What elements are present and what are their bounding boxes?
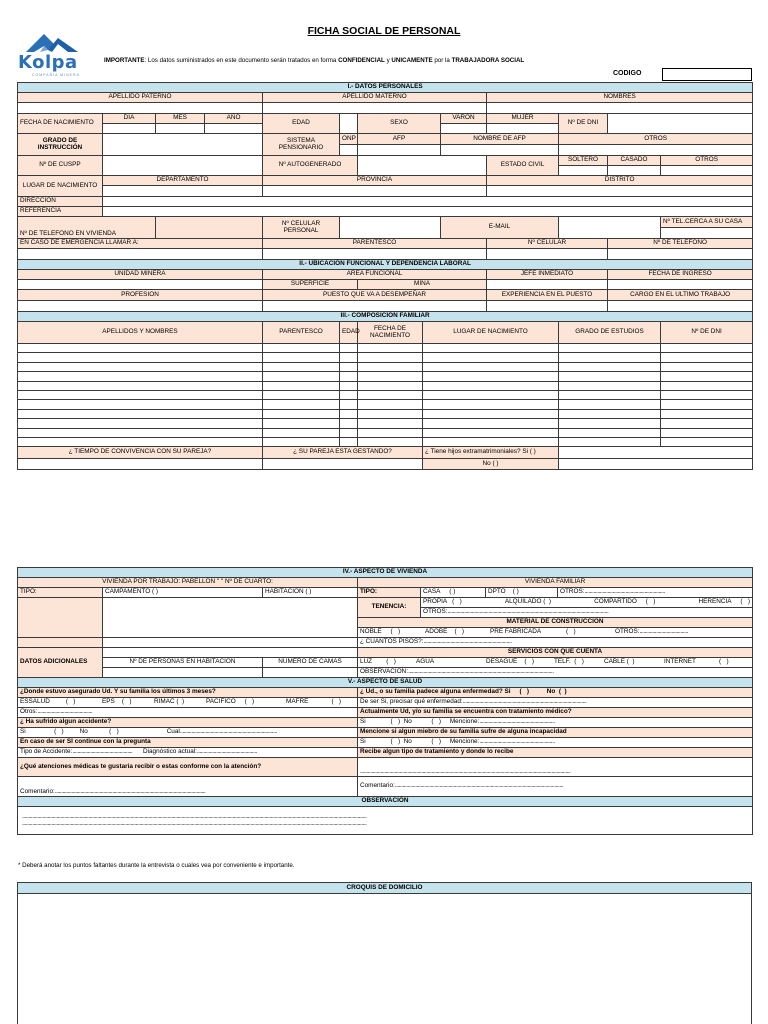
celular-personal-field[interactable] <box>340 217 441 239</box>
family-apellidos-nombres-cell[interactable] <box>18 409 263 418</box>
family-apellidos-nombres-cell[interactable] <box>18 372 263 381</box>
family-parentesco-cell[interactable] <box>263 362 340 371</box>
personas-habitacion-field[interactable] <box>103 668 263 678</box>
label-apellido-paterno: APELLIDO PATERNO <box>18 93 263 103</box>
provincia-field[interactable] <box>263 186 487 197</box>
label-edad: EDAD <box>263 114 340 134</box>
family-dni-cell[interactable] <box>661 353 753 362</box>
label-edad-familia: EDAD <box>340 322 358 344</box>
family-edad-cell[interactable] <box>340 372 358 381</box>
direccion-field[interactable] <box>103 197 753 207</box>
family-dni-cell[interactable] <box>661 409 753 418</box>
section-title-croquis: CROQUIS DE DOMICILIO <box>18 883 751 894</box>
nombres-field[interactable] <box>487 103 753 114</box>
logo-tagline: COMPAÑÍA MINERA <box>32 73 80 77</box>
family-grado-estudios-cell[interactable] <box>559 409 661 418</box>
label-puesto: PUESTO QUE VA A DESEMPEÑAR <box>263 290 487 301</box>
family-grado-estudios-cell[interactable] <box>559 428 661 437</box>
family-row <box>18 381 753 390</box>
incapacidad-options[interactable]: Si ( ) No ( ) Mencione:........................................................... <box>358 738 753 748</box>
family-apellidos-nombres-cell[interactable] <box>18 419 263 428</box>
family-row <box>18 390 753 399</box>
form-title: FICHA SOCIAL DE PERSONAL <box>307 25 461 37</box>
label-incapacidad: Mencione si algun miebro de su familia sufre de alguna incapacidad <box>358 728 753 738</box>
tratamiento-comentario-field[interactable]: Comentario:.................................................................................................................................... <box>358 777 753 797</box>
tenencia-options <box>421 598 753 618</box>
label-mina: MINA <box>358 280 487 290</box>
family-apellidos-nombres-cell[interactable] <box>18 437 263 446</box>
section-title-datos-personales: I.- DATOS PERSONALES <box>18 83 753 93</box>
label-atenciones: ¿Qué atenciones médicas te gustaria recibir o estas conforme con la atención? <box>18 758 358 777</box>
label-soltero: SOLTERO <box>559 156 608 166</box>
family-edad-cell[interactable] <box>340 381 358 390</box>
family-fecha-nacimiento-cell[interactable] <box>358 390 423 399</box>
family-lugar-nacimiento-cell[interactable] <box>423 437 559 446</box>
family-lugar-nacimiento-cell[interactable] <box>423 409 559 418</box>
label-provincia: PROVINCIA <box>263 176 487 186</box>
family-parentesco-cell[interactable] <box>263 390 340 399</box>
label-cuspp: Nº DE CUSPP <box>18 156 103 176</box>
family-dni-cell[interactable] <box>661 437 753 446</box>
distrito-field[interactable] <box>487 186 753 197</box>
material-options <box>358 628 753 638</box>
family-edad-cell[interactable] <box>340 400 358 409</box>
option-noble[interactable]: NOBLE ( ) <box>360 628 401 636</box>
autogenerado-field[interactable] <box>358 156 487 176</box>
family-grado-estudios-cell[interactable] <box>559 344 661 353</box>
label-email: E-MAIL <box>441 217 559 239</box>
label-telefono-emergencia: Nº DE TELEFONO <box>608 239 753 249</box>
label-dia: DIA <box>103 114 156 124</box>
puesto-field[interactable] <box>263 301 487 312</box>
family-edad-cell[interactable] <box>340 419 358 428</box>
label-lugar-nacimiento: LUGAR DE NACIMIENTO <box>18 176 103 197</box>
hijos-extra-field[interactable] <box>559 447 753 459</box>
label-apellido-materno: APELLIDO MATERNO <box>263 93 487 103</box>
label-asegurado: ¿Donde estuvo asegurado Ud. Y su familia los últimos 3 meses? <box>18 688 358 698</box>
family-edad-cell[interactable] <box>340 428 358 437</box>
family-edad-cell[interactable] <box>340 353 358 362</box>
family-dni-cell[interactable] <box>661 400 753 409</box>
label-datos-adicionales: DATOS ADICIONALES <box>18 648 103 678</box>
label-distrito: DISTRITO <box>487 176 753 186</box>
label-fecha-nac-familia: FECHA DE NACIMIENTO <box>358 322 423 344</box>
option-internet[interactable]: INTERNET ( ) <box>664 658 729 666</box>
anio-field[interactable] <box>205 124 263 134</box>
label-nombre-afp: NOMBRE DE AFP <box>441 134 559 145</box>
option-luz[interactable]: LUZ ( ) <box>360 658 396 666</box>
label-dni: Nº DE DNI <box>559 114 608 134</box>
option-mafre[interactable]: MAFRE ( ) <box>286 698 342 706</box>
otros-afp-field[interactable] <box>559 145 753 156</box>
family-apellidos-nombres-cell[interactable] <box>18 400 263 409</box>
tratamiento-options[interactable]: Si ( ) No ( ) Mencione:........................................................... <box>358 718 753 728</box>
logo-text: Kolpa <box>18 52 78 73</box>
section-title-vivienda: IV.- ASPECTO DE VIVIENDA <box>18 568 753 578</box>
family-parentesco-cell[interactable] <box>263 353 340 362</box>
soltero-field[interactable] <box>559 166 608 176</box>
jefe-inmediato-field[interactable] <box>487 280 608 290</box>
family-row <box>18 353 753 362</box>
family-lugar-nacimiento-cell[interactable] <box>423 428 559 437</box>
family-parentesco-cell[interactable] <box>263 437 340 446</box>
family-fecha-nacimiento-cell[interactable] <box>358 419 423 428</box>
label-recibe-tratamiento: Recibe algun tipo de tratamiento y donde lo recibe <box>358 748 753 758</box>
section-title-ubicacion: II.- UBICACIÓN FUNCIONAL Y DEPENDENCIA LABORAL <box>18 260 753 270</box>
label-anio: AÑO <box>205 114 263 124</box>
label-vivienda-trabajo: VIVIENDA POR TRABAJO: PABELLON " " Nº DE CUARTO: <box>18 578 358 588</box>
company-logo <box>18 30 98 80</box>
family-fecha-nacimiento-cell[interactable] <box>358 437 423 446</box>
label-direccion: DIRECCION <box>18 197 103 207</box>
family-edad-cell[interactable] <box>340 362 358 371</box>
family-apellidos-nombres-cell[interactable] <box>18 390 263 399</box>
label-tipo-familiar: TIPO: <box>358 588 421 598</box>
family-dni-cell[interactable] <box>661 428 753 437</box>
dia-field[interactable] <box>103 124 156 134</box>
adicional-notes[interactable] <box>103 638 358 648</box>
label-cargo-ultimo: CARGO EN EL ULTIMO TRABAJO <box>608 290 753 301</box>
nombre-afp-field[interactable] <box>441 145 559 156</box>
atenciones-comentario-field[interactable]: Comentario:...................................................................................................................... <box>18 777 358 797</box>
family-fecha-nacimiento-cell[interactable] <box>358 409 423 418</box>
family-fecha-nacimiento-cell[interactable] <box>358 381 423 390</box>
family-fecha-nacimiento-cell[interactable] <box>358 344 423 353</box>
croquis-box[interactable] <box>17 882 752 1024</box>
email-field[interactable] <box>559 217 661 239</box>
option-alquilado[interactable]: ALQUILADO ( ) <box>504 598 552 606</box>
label-mes: MES <box>156 114 205 124</box>
label-casado: CASADO <box>608 156 661 166</box>
family-fecha-nacimiento-cell[interactable] <box>358 362 423 371</box>
family-row <box>18 362 753 371</box>
family-parentesco-cell[interactable] <box>263 409 340 418</box>
experiencia-field[interactable] <box>487 301 608 312</box>
family-parentesco-cell[interactable] <box>263 419 340 428</box>
option-propia[interactable]: PROPIA ( ) <box>423 598 462 606</box>
apellido-paterno-field[interactable] <box>18 103 263 114</box>
option-otros-tipo[interactable]: OTROS:............................................................... <box>558 588 753 598</box>
label-vivienda-familiar: VIVIENDA FAMILIAR <box>358 578 753 588</box>
label-lugar-nac-familia: LUGAR DE NACIMIENTO <box>423 322 559 344</box>
label-parentesco-familia: PARENTESCO <box>263 322 340 344</box>
option-herencia[interactable]: HERENCIA ( ) <box>698 598 750 606</box>
label-emergencia: EN CASO DE EMERGENCIA LLAMAR A: <box>18 239 263 249</box>
family-edad-cell[interactable] <box>340 344 358 353</box>
datos-personales-table <box>17 82 753 470</box>
family-dni-cell[interactable] <box>661 390 753 399</box>
family-fecha-nacimiento-cell[interactable] <box>358 400 423 409</box>
option-campamento[interactable]: CAMPAMENTO ( ) <box>103 588 263 598</box>
dni-field[interactable] <box>608 114 753 134</box>
family-edad-cell[interactable] <box>340 390 358 399</box>
label-telefono-vivienda: Nº DE TELEFONO EN VIVIENDA <box>18 217 156 239</box>
onp-field[interactable] <box>340 145 358 156</box>
label-sexo: SEXO <box>358 114 441 134</box>
option-rimac[interactable]: RIMAC ( ) <box>154 698 185 706</box>
blank-adicional <box>18 638 103 648</box>
label-convivencia: ¿ TIEMPO DE CONVIVENCIA CON SU PAREJA? <box>18 447 263 459</box>
label-tratamiento: Actualmente Ud, y/o su familia se encuentra con tratamiento médico? <box>358 708 753 718</box>
label-personas-habitacion: Nº DE PERSONAS EN HABITACION <box>103 658 263 668</box>
family-dni-cell[interactable] <box>661 419 753 428</box>
section-title-observacion: OBSERVACIÓN <box>18 797 753 807</box>
label-grado-instruccion: GRADO DE INSTRUCCIÓN <box>18 134 103 156</box>
apellido-materno-field[interactable] <box>263 103 487 114</box>
family-grado-estudios-cell[interactable] <box>559 353 661 362</box>
observacion-field[interactable]: .............................................................................................................................................................................................................................................................................. .............................................................................................................................................................................................................................................................................. <box>18 807 753 835</box>
option-prefabricada[interactable]: PRE FABRICADA ( ) <box>490 628 576 636</box>
fecha-ingreso-field[interactable] <box>608 280 753 290</box>
family-apellidos-nombres-cell[interactable] <box>18 344 263 353</box>
option-casa[interactable]: CASA ( ) <box>421 588 486 598</box>
label-accidente: ¿ Ha sufrido algun accidente? <box>18 718 358 728</box>
family-row <box>18 419 753 428</box>
family-dni-cell[interactable] <box>661 362 753 371</box>
label-sistema-pensionario: SISTEMA PENSIONARIO <box>263 134 340 156</box>
label-celular-emergencia: Nº CELULAR <box>487 239 608 249</box>
label-parentesco-emergencia: PARENTESCO <box>263 239 487 249</box>
label-material: MATERIAL DE CONSTRUCCION <box>358 618 753 628</box>
varon-field[interactable] <box>441 124 487 134</box>
profesion-field[interactable] <box>18 301 263 312</box>
label-autogenerado: Nº AUTOGENERADO <box>263 156 358 176</box>
cargo-ultimo-field[interactable] <box>608 301 753 312</box>
otros-civil-field[interactable] <box>661 166 753 176</box>
option-otros-tenencia[interactable]: OTROS:.............................................................................................................................. <box>423 608 609 615</box>
telefono-vivienda-field[interactable] <box>156 217 263 239</box>
family-dni-cell[interactable] <box>661 344 753 353</box>
family-apellidos-nombres-cell[interactable] <box>18 353 263 362</box>
important-notice: IMPORTANTE: Los datos suministrados en este documento serán tratados en forma CONFIDENCIAL y UNICAMENTE por la TRABAJADORA SOCIAL <box>104 57 525 64</box>
tipo-trabajo-notes[interactable] <box>103 598 358 638</box>
family-dni-cell[interactable] <box>661 381 753 390</box>
label-celular-personal: Nº CELULAR PERSONAL <box>263 217 340 239</box>
family-lugar-nacimiento-cell[interactable] <box>423 372 559 381</box>
accidente-options[interactable]: Si ( ) No ( ) Cual............................................................................ <box>18 728 358 738</box>
label-otros-civil: OTROS <box>661 156 753 166</box>
label-fecha-nacimiento: FECHA DE NACIMIENTO <box>18 114 103 134</box>
casado-field[interactable] <box>608 166 661 176</box>
emergencia-telefono-field[interactable] <box>608 249 753 260</box>
seguro-options <box>18 698 358 708</box>
section-title-composicion: III.- COMPOSICION FAMILIAR <box>18 312 753 322</box>
family-lugar-nacimiento-cell[interactable] <box>423 400 559 409</box>
label-servicios: SERVICIOS CON QUE CUENTA <box>358 648 753 658</box>
pisos-field[interactable]: ¿ CUANTOS PISOS?:..................................................................... <box>358 638 753 648</box>
label-afp: AFP <box>358 134 441 145</box>
section-title-salud: V.- ASPECTO DE SALUD <box>18 678 753 688</box>
family-row <box>18 437 753 446</box>
footnote: * Deberá anotar los puntos faltantes durante la entrevista o cuales vea por conveniente e importante. <box>18 862 295 869</box>
emergencia-celular-field[interactable] <box>487 249 608 260</box>
option-essalud[interactable]: ESSALUD ( ) <box>20 698 76 706</box>
family-parentesco-cell[interactable] <box>263 381 340 390</box>
precisar-enfermedad-field[interactable]: De ser Si, precisar qué enfermedad:................................................................................................. <box>358 698 753 708</box>
label-estado-civil: ESTADO CIVIL <box>487 156 559 176</box>
cuspp-field[interactable] <box>103 156 263 176</box>
label-onp: ONP <box>340 134 358 145</box>
grado-instruccion-field[interactable] <box>103 134 263 156</box>
departamento-field[interactable] <box>103 186 263 197</box>
label-mujer: MUJER <box>487 114 559 124</box>
emergencia-nombre-field[interactable] <box>18 249 263 260</box>
label-apellidos-nombres: APELLIDOS Y NOMBRES <box>18 322 263 344</box>
label-grado-estudios: GRADO DE ESTUDIOS <box>559 322 661 344</box>
gestando-field[interactable] <box>263 459 423 470</box>
label-gestando: ¿ SU PAREJA ESTA GESTANDO? <box>263 447 423 459</box>
family-row <box>18 344 753 353</box>
label-familia-enfermedad: ¿ Ud., o su familia padece alguna enfermedad? Si ( ) No ( ) <box>358 688 753 698</box>
family-row <box>18 372 753 381</box>
family-grado-estudios-cell[interactable] <box>559 381 661 390</box>
family-edad-cell[interactable] <box>340 437 358 446</box>
edad-field[interactable] <box>340 114 358 134</box>
label-hijos-extra: ¿ Tiene hijos extramatrimoniales? Si ( ) <box>423 447 559 459</box>
family-lugar-nacimiento-cell[interactable] <box>423 362 559 371</box>
label-fecha-ingreso: FECHA DE INGRESO <box>608 270 753 280</box>
family-row <box>18 409 753 418</box>
option-otros-material[interactable]: OTROS:...................................... <box>615 628 688 636</box>
family-edad-cell[interactable] <box>340 409 358 418</box>
label-referencia: REFERENCIA <box>18 207 103 217</box>
family-apellidos-nombres-cell[interactable] <box>18 428 263 437</box>
option-desague[interactable]: DESAGUE ( ) <box>486 658 534 666</box>
label-profesion: PROFESION <box>18 290 263 301</box>
family-row <box>18 400 753 409</box>
family-grado-estudios-cell[interactable] <box>559 419 661 428</box>
label-unidad-minera: UNIDAD MINERA <box>18 270 263 280</box>
family-lugar-nacimiento-cell[interactable] <box>423 353 559 362</box>
option-agua[interactable]: AGUA <box>416 658 435 666</box>
adicional-blank-row[interactable] <box>103 648 358 658</box>
option-pacifico[interactable]: PACIFICO ( ) <box>206 698 255 706</box>
family-lugar-nacimiento-cell[interactable] <box>423 381 559 390</box>
family-parentesco-cell[interactable] <box>263 428 340 437</box>
family-parentesco-cell[interactable] <box>263 400 340 409</box>
option-eps[interactable]: EPS ( ) <box>102 698 132 706</box>
label-jefe-inmediato: JEFE INMEDIATO <box>487 270 608 280</box>
convivencia-field[interactable] <box>18 459 263 470</box>
option-telf[interactable]: TELF. ( ) <box>554 658 584 666</box>
option-habitacion[interactable]: HABITACION ( ) <box>263 588 358 598</box>
family-parentesco-cell[interactable] <box>263 372 340 381</box>
codigo-label: CODIGO <box>613 70 642 77</box>
label-nombres: NOMBRES <box>487 93 753 103</box>
family-apellidos-nombres-cell[interactable] <box>18 362 263 371</box>
tipo-accidente-field[interactable]: Tipo de Accidente:............................................... Diagnóstico actual:............................................... <box>18 748 358 758</box>
codigo-field[interactable] <box>662 68 752 81</box>
family-lugar-nacimiento-cell[interactable] <box>423 419 559 428</box>
family-fecha-nacimiento-cell[interactable] <box>358 428 423 437</box>
label-numero-camas: NUMERO DE CAMAS <box>263 658 358 668</box>
numero-camas-field[interactable] <box>263 668 358 678</box>
family-row <box>18 428 753 437</box>
family-parentesco-cell[interactable] <box>263 344 340 353</box>
label-caso-si: En caso de ser SI continue con la pregunta <box>18 738 358 748</box>
family-grado-estudios-cell[interactable] <box>559 437 661 446</box>
label-dni-familia: Nº DE DNI <box>661 322 753 344</box>
vivienda-salud-table <box>17 567 753 835</box>
family-grado-estudios-cell[interactable] <box>559 372 661 381</box>
family-grado-estudios-cell[interactable] <box>559 362 661 371</box>
tipo-trabajo-blank <box>18 598 103 638</box>
family-apellidos-nombres-cell[interactable] <box>18 381 263 390</box>
family-fecha-nacimiento-cell[interactable] <box>358 353 423 362</box>
label-experiencia: EXPERIENCIA EN EL PUESTO <box>487 290 608 301</box>
observacion-vivienda-field[interactable]: OBSERVACION:.................................................................................................................. <box>358 668 753 678</box>
option-cable[interactable]: CABLE ( ) <box>604 658 635 666</box>
option-dpto[interactable]: DPTO ( ) <box>486 588 558 598</box>
recibe-tratamiento-field[interactable]: ..................................................................................................................................................................... <box>358 758 753 777</box>
unidad-minera-field[interactable] <box>18 280 263 290</box>
afp-field[interactable] <box>358 145 441 156</box>
label-tel-cerca: Nº TEL.CERCA A SU CASA <box>661 217 753 228</box>
tel-cerca-field[interactable] <box>661 228 753 239</box>
servicios-options <box>358 658 753 668</box>
family-grado-estudios-cell[interactable] <box>559 390 661 399</box>
label-varon: VARON <box>441 114 487 124</box>
family-grado-estudios-cell[interactable] <box>559 400 661 409</box>
family-lugar-nacimiento-cell[interactable] <box>423 344 559 353</box>
emergencia-parentesco-field[interactable] <box>263 249 487 260</box>
label-hijos-no: No ( ) <box>423 459 559 470</box>
label-tenencia: TENENCIA: <box>358 598 421 618</box>
mujer-field[interactable] <box>487 124 559 134</box>
family-lugar-nacimiento-cell[interactable] <box>423 390 559 399</box>
label-tipo-trabajo: TIPO: <box>18 588 103 598</box>
label-otros-afp: OTROS <box>559 134 753 145</box>
option-adobe[interactable]: ADOBE ( ) <box>425 628 465 636</box>
otros-seguro-field[interactable]: Otros:........................................... <box>18 708 358 718</box>
family-fecha-nacimiento-cell[interactable] <box>358 372 423 381</box>
family-dni-cell[interactable] <box>661 372 753 381</box>
referencia-field[interactable] <box>103 207 753 217</box>
label-departamento: DEPARTAMENTO <box>103 176 263 186</box>
hijos-no-field[interactable] <box>559 459 753 470</box>
label-superficie: SUPERFICIE <box>263 280 358 290</box>
option-compartido[interactable]: COMPARTIDO ( ) <box>594 598 656 606</box>
mes-field[interactable] <box>156 124 205 134</box>
label-area-funcional: AREA FUNCIONAL <box>263 270 487 280</box>
